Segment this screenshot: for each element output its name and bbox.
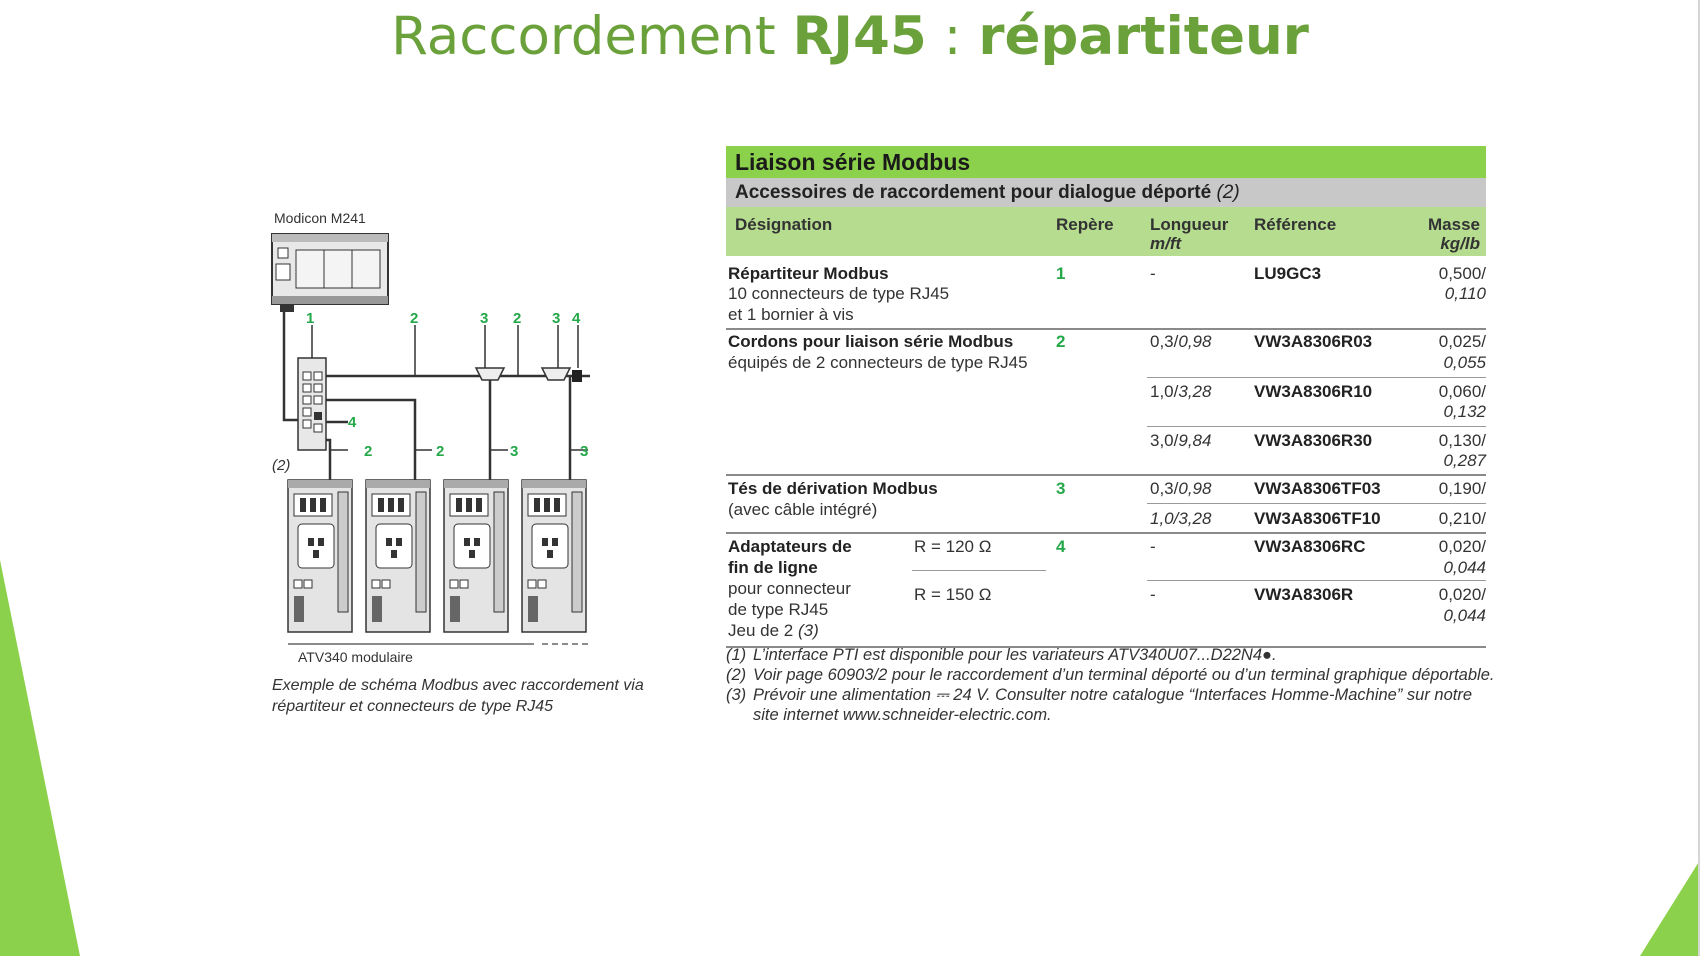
row-desc: de type RJ45: [728, 600, 829, 619]
subtitle-note: (2): [1216, 182, 1240, 203]
splitter-device: [298, 358, 326, 450]
footnote-text: Prévoir une alimentation ⎓ 24 V. Consulter notre catalogue “Interfaces Homme-Machine” sur notre site internet www.schneider-electric.com.: [753, 686, 1473, 724]
row-resistance: R = 150 Ω: [914, 585, 992, 604]
row-divider: [726, 328, 1486, 330]
row-reference: VW3A8306TF10: [1254, 509, 1381, 528]
footnote-text: L’interface PTI est disponible pour les variateurs ATV340U07...D22N4●.: [753, 646, 1277, 664]
callout-4: 4: [348, 414, 357, 431]
row-masse: 0,210/: [1438, 509, 1486, 528]
row-longueur: -: [1150, 585, 1156, 604]
callout-2: 2: [364, 443, 373, 460]
callout-1: 1: [306, 310, 315, 327]
footnote: [726, 645, 1496, 665]
callout-3: 3: [580, 443, 589, 460]
tee-connector: [542, 368, 570, 380]
desc-note: (3): [797, 621, 819, 640]
row-divider: [1147, 426, 1486, 427]
row-name: Adaptateurs de: [728, 537, 852, 556]
plc-device: [272, 234, 388, 312]
len-ft: 0,98: [1178, 479, 1212, 498]
len-ft: 3,28: [1178, 382, 1212, 401]
callout-2: 2: [513, 310, 522, 327]
row-reference: VW3A8306R10: [1254, 382, 1373, 401]
footnotes: [726, 645, 1496, 725]
callout-3: 3: [552, 310, 561, 327]
len-m: 1,0/: [1150, 382, 1179, 401]
len-m: 0,3/: [1150, 332, 1179, 351]
row-desc: pour connecteur: [728, 579, 851, 598]
row-divider: [1147, 580, 1486, 581]
row-name: fin de ligne: [728, 558, 818, 577]
modbus-diagram: [260, 200, 700, 720]
row-longueur: -: [1150, 537, 1156, 556]
row-resistance: R = 120 Ω: [914, 537, 992, 556]
row-desc: 10 connecteurs de type RJ45: [728, 284, 950, 303]
row-longueur: [1150, 331, 1211, 352]
title-part-1: Raccordement: [391, 6, 793, 67]
row-name: Répartiteur Modbus: [728, 264, 889, 283]
row-masse-lb: 0,044: [1443, 606, 1486, 625]
row-masse: 0,130/: [1438, 431, 1486, 450]
row-name: Cordons pour liaison série Modbus: [728, 332, 1014, 351]
col-masse-2: kg/lb: [1440, 234, 1480, 253]
row-desc: et 1 bornier à vis: [728, 305, 854, 324]
callout-3: 3: [510, 443, 519, 460]
footnote-number: (2): [726, 666, 747, 684]
row-masse: 0,060/: [1438, 382, 1486, 401]
callout-2: 2: [436, 443, 445, 460]
column-headers: [726, 207, 1486, 256]
len-m: 3,0/: [1150, 431, 1179, 450]
drive-unit: [522, 480, 586, 632]
row-longueur: [1150, 381, 1211, 402]
col-repere: Repère: [1056, 215, 1114, 234]
row-name: Tés de dérivation Modbus: [728, 479, 938, 498]
row-reference: VW3A8306R03: [1254, 332, 1373, 351]
modicon-label: Modicon M241: [274, 210, 366, 226]
col-reference: Référence: [1254, 215, 1337, 234]
left-green-triangle: [0, 560, 80, 956]
table-title: Liaison série Modbus: [726, 146, 1486, 178]
row-masse: 0,025/: [1438, 332, 1486, 351]
footnote: [726, 665, 1496, 685]
drive-unit: [366, 480, 430, 632]
row-longueur: -: [1150, 264, 1156, 283]
note-2-label: (2): [272, 457, 291, 474]
diagram-caption: Exemple de schéma Modbus avec raccordement via répartiteur et connecteurs de type RJ45: [272, 677, 644, 715]
row-longueur: [1150, 478, 1211, 499]
row-divider: [912, 570, 1046, 571]
col-longueur-2: m/ft: [1150, 234, 1182, 253]
terminator: [572, 370, 582, 382]
row-masse-lb: 0,110: [1444, 284, 1486, 303]
row-masse: 0,020/: [1438, 585, 1486, 604]
footnote-text: Voir page 60903/2 pour le raccordement d’un terminal déporté ou d’un terminal graphique déportable.: [753, 666, 1495, 684]
row-repere: 3: [1056, 479, 1066, 498]
page-title: [0, 6, 1700, 67]
row-reference: VW3A8306TF03: [1254, 479, 1381, 498]
row-reference: VW3A8306R30: [1254, 431, 1373, 450]
title-part-2: RJ45: [792, 6, 927, 67]
callout-3: 3: [480, 310, 489, 327]
table-body: [726, 256, 1486, 648]
subtitle-text: Accessoires de raccordement pour dialogue déporté: [735, 182, 1212, 203]
tee-connector: [476, 368, 504, 380]
row-longueur: [1150, 430, 1211, 451]
row-masse-lb: 0,044: [1443, 558, 1486, 577]
col-longueur-1: Longueur: [1150, 215, 1229, 234]
title-part-4: répartiteur: [978, 6, 1309, 67]
callout-2: 2: [410, 310, 419, 327]
title-part-3: :: [926, 6, 979, 67]
row-masse-lb: 0,287: [1443, 451, 1486, 470]
footnote: [726, 685, 1496, 725]
row-divider: [726, 474, 1486, 476]
len-ft: 9,84: [1178, 431, 1212, 450]
row-repere: 1: [1056, 264, 1066, 283]
row-desc: équipés de 2 connecteurs de type RJ45: [728, 353, 1028, 372]
row-masse: 0,190/: [1438, 479, 1486, 498]
col-longueur: [1150, 215, 1228, 253]
row-reference: VW3A8306RC: [1254, 537, 1366, 556]
row-repere: 2: [1056, 332, 1066, 351]
col-masse-1: Masse: [1428, 215, 1480, 234]
row-reference: LU9GC3: [1254, 264, 1322, 283]
callout-lines: [312, 325, 588, 450]
row-longueur: 1,0/3,28: [1150, 509, 1212, 528]
drive-unit: [444, 480, 508, 632]
desc-text: Jeu de 2: [728, 621, 794, 640]
right-green-triangle: [1640, 860, 1700, 956]
row-masse: 0,500/: [1438, 264, 1486, 283]
row-divider: [1147, 377, 1486, 378]
row-desc: (avec câble intégré): [728, 500, 878, 519]
callout-4: 4: [572, 310, 581, 327]
row-repere: 4: [1056, 537, 1066, 556]
col-masse: [1428, 215, 1480, 253]
len-ft: 0,98: [1178, 332, 1212, 351]
row-desc: [728, 620, 819, 641]
col-designation: Désignation: [735, 215, 833, 234]
product-table: [726, 146, 1486, 648]
row-masse: 0,020/: [1438, 537, 1486, 556]
drive-unit: [288, 480, 352, 632]
drives: [288, 480, 586, 632]
len-m: 0,3/: [1150, 479, 1179, 498]
row-masse-lb: 0,055: [1443, 353, 1486, 372]
row-divider: [1147, 503, 1486, 504]
row-divider: [726, 532, 1486, 534]
row-masse-lb: 0,132: [1443, 402, 1486, 421]
table-subtitle: [726, 178, 1486, 207]
row-reference: VW3A8306R: [1254, 585, 1354, 604]
atv-label: ATV340 modulaire: [298, 649, 413, 665]
footnote-number: (3): [726, 686, 747, 704]
footnote-number: (1): [726, 646, 747, 664]
